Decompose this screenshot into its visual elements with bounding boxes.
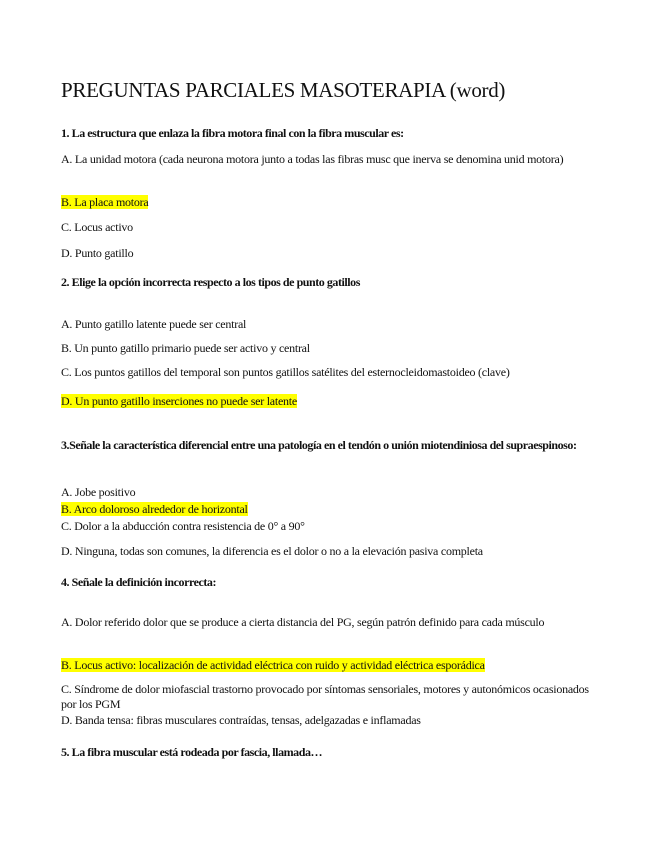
q4-option-d: D. Banda tensa: fibras musculares contraídas, tensas, adelgazadas e inflamadas (61, 713, 421, 727)
q2-option-d-highlighted: D. Un punto gatillo inserciones no puede ser latente (61, 394, 297, 408)
question-2: 2. Elige la opción incorrecta respecto a los tipos de punto gatillos (61, 275, 360, 289)
q1-option-b-wrap (61, 194, 593, 210)
question-1: 1. La estructura que enlaza la fibra motora final con la fibra muscular es: (61, 126, 404, 140)
question-4: 4. Señale la definición incorrecta: (61, 575, 217, 589)
q4-option-b-wrap (61, 657, 593, 673)
q3-option-c: C. Dolor a la abducción contra resistencia de 0° a 90° (61, 519, 305, 533)
q3-option-a: A. Jobe positivo (61, 485, 136, 499)
q3-option-b-highlighted: B. Arco doloroso alrededor de horizontal (61, 502, 248, 516)
q2-option-a: A. Punto gatillo latente puede ser central (61, 317, 247, 331)
q3-option-b-wrap (61, 501, 593, 517)
q1-option-c: C. Locus activo (61, 220, 133, 234)
question-3: 3.Señale la característica diferencial entre una patología en el tendón o unión miotendiniosa del supraespinoso: (61, 438, 577, 452)
q2-option-c: C. Los puntos gatillos del temporal son puntos gatillos satélites del esternocleidomastoideo (clave) (61, 365, 510, 379)
question-5: 5. La fibra muscular está rodeada por fascia, llamada… (61, 745, 323, 759)
document-title: PREGUNTAS PARCIALES MASOTERAPIA (word) (61, 78, 506, 102)
q4-option-c: C. Síndrome de dolor miofascial trastorno provocado por síntomas sensoriales, motores y autonómicos ocasionados por los PGM (61, 682, 589, 711)
q2-option-b: B. Un punto gatillo primario puede ser activo y central (61, 341, 310, 355)
q1-option-d: D. Punto gatillo (61, 246, 134, 260)
q3-option-d: D. Ninguna, todas son comunes, la diferencia es el dolor o no a la elevación pasiva completa (61, 544, 483, 558)
q2-option-d-wrap (61, 393, 593, 409)
q1-option-a: A. La unidad motora (cada neurona motora junto a todas las fibras musc que inerva se denomina unid motora) (61, 152, 564, 166)
q4-option-b-highlighted: B. Locus activo: localización de actividad eléctrica con ruido y actividad eléctrica esporádica (61, 658, 485, 672)
q1-option-b-highlighted: B. La placa motora (61, 195, 149, 209)
q4-option-a: A. Dolor referido dolor que se produce a cierta distancia del PG, según patrón definido para cada músculo (61, 615, 545, 629)
